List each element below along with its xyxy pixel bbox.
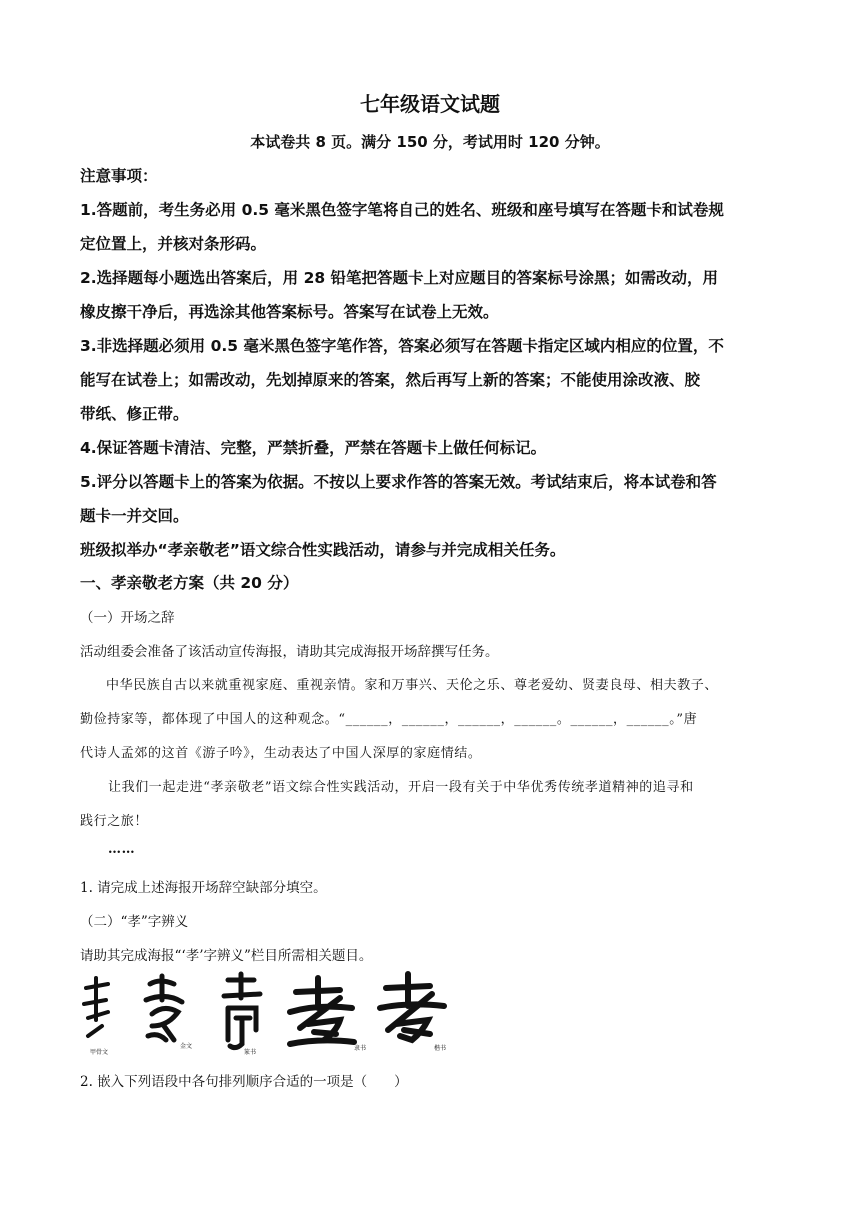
notice-line: 4.保证答题卡清洁、完整，严禁折叠，严禁在答题卡上做任何标记。 [80,439,547,457]
notice-line: 2.选择题每小题选出答案后，用 28 铅笔把答题卡上对应题目的答案标号涂黑；如需改动，用 [80,269,719,287]
intro-text: 班级拟举办“孝亲敬老”语文综合性实践活动，请参与并完成相关任务。 [80,541,566,559]
notice-line: 5.评分以答题卡上的答案为依据。不按以上要求作答的答案无效。考试结束后，将本试卷和答 [80,473,717,491]
script-label: 隶书 [354,1045,367,1052]
part-description: 请助其完成海报“‘孝’字辨义”栏目所需相关题目。 [80,948,373,964]
notice-heading: 注意事项： [80,167,158,185]
poster-text: 代诗人孟郊的这首《游子吟》，生动表达了中国人深厚的家庭情结。 [80,746,482,761]
script-label: 甲骨文 [90,1049,109,1056]
question-1: 1. 请完成上述海报开场辞空缺部分填空。 [80,880,327,896]
poster-text: 践行之旅！ [80,814,149,829]
notice-line: 带纸、修正带。 [80,405,189,423]
xiao-character-evolution-image [78,970,478,1060]
notice-line: 题卡一并交回。 [80,507,189,525]
script-label: 篆书 [244,1049,257,1056]
section-heading: 一、孝亲敬老方案（共 20 分） [80,574,299,592]
poster-text: 勤俭持家等，都体现了中国人的这种观念。“______，______，______，______。______，______。”唐 [80,712,698,727]
script-label: 楷书 [434,1045,447,1052]
notice-line: 3.非选择题必须用 0.5 毫米黑色签字笔作答，答案必须写在答题卡指定区域内相应的位置，不 [80,337,724,355]
notice-line: 能写在试卷上；如需改动，先划掉原来的答案，然后再写上新的答案；不能使用涂改液、胶 [80,371,701,389]
oracle-bone-glyph [84,978,108,1036]
question-2: 2. 嵌入下列语段中各句排列顺序合适的一项是（ ） [80,1074,408,1090]
seal-glyph [224,974,260,1048]
page-title: 七年级语文试题 [360,92,500,116]
script-label: 金文 [180,1043,193,1050]
bronze-glyph [146,976,182,1040]
exam-info: 本试卷共 8 页。满分 150 分，考试用时 120 分钟。 [250,133,610,151]
notice-line: 橡皮擦干净后，再选涂其他答案标号。答案写在试卷上无效。 [80,303,499,321]
part-heading: （二）“孝”字辨义 [80,914,189,930]
notice-line: 1.答题前，考生务必用 0.5 毫米黑色签字笔将自己的姓名、班级和座号填写在答题卡和试卷规 [80,201,724,219]
regular-script-glyph [380,974,444,1040]
clerical-glyph [290,978,354,1044]
notice-line: 定位置上，并核对条形码。 [80,235,267,253]
poster-text: 中华民族自古以来就重视家庭、重视亲情。家和万事兴、天伦之乐、尊老爱幼、贤妻良母、相夫教子、 [106,678,719,693]
poster-ellipsis: …… [108,842,136,857]
part-heading: （一）开场之辞 [80,610,175,626]
poster-text: 让我们一起走进“孝亲敬老”语文综合性实践活动，开启一段有关于中华优秀传统孝道精神的追寻和 [108,780,694,795]
part-description: 活动组委会准备了该活动宣传海报，请助其完成海报开场辞撰写任务。 [80,644,499,660]
